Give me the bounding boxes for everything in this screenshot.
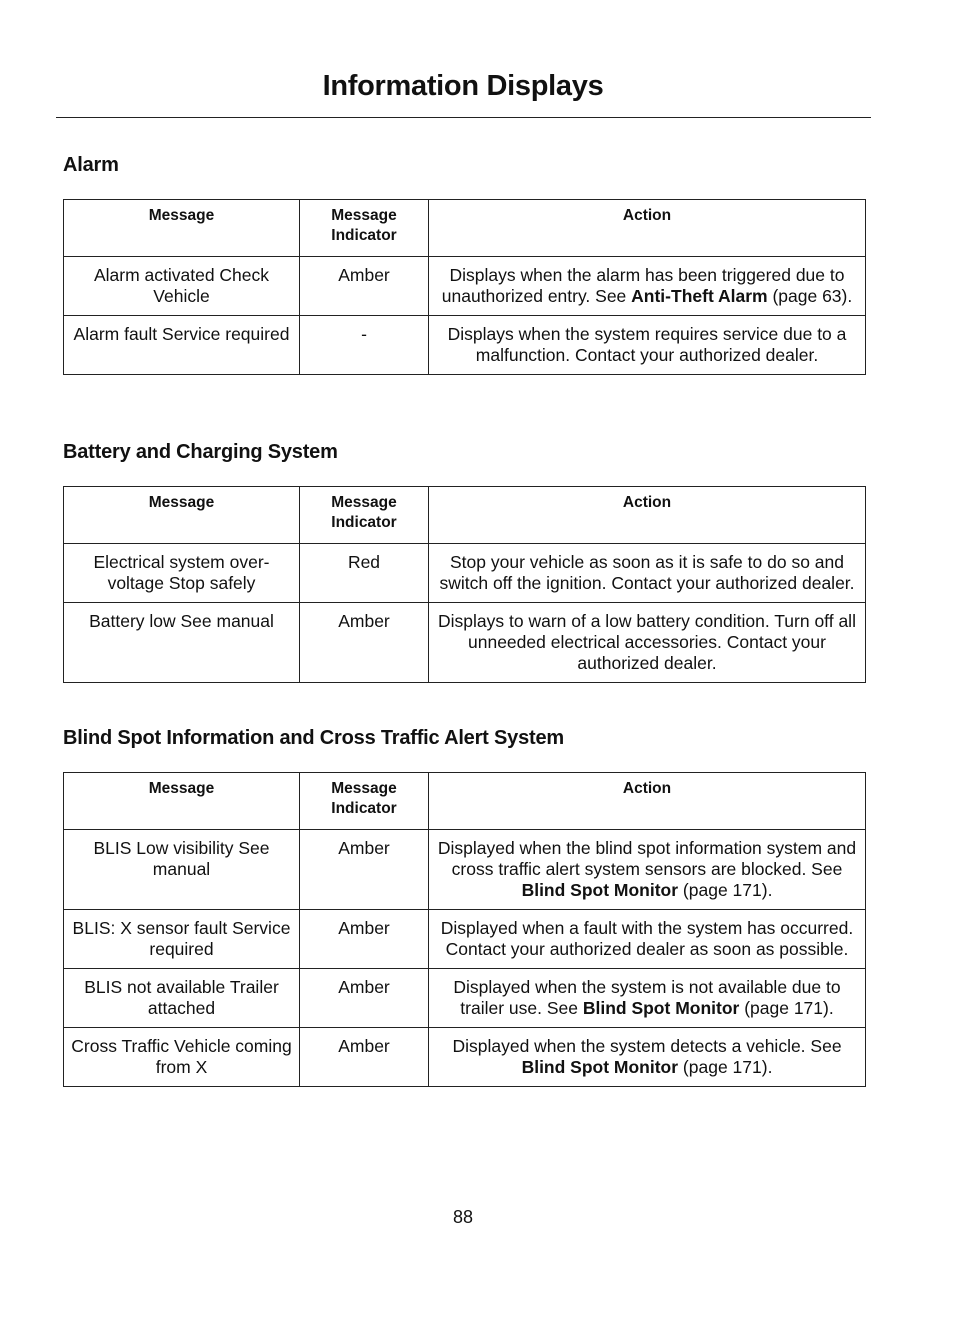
message-cell: Alarm activated Check Vehicle	[64, 257, 300, 316]
battery-table	[63, 486, 866, 683]
action-cell	[429, 544, 866, 603]
column-header-indicator: Message Indicator	[300, 200, 429, 257]
action-cell	[429, 603, 866, 683]
action-cell	[429, 1028, 866, 1087]
action-text: Displayed when the system is not available due to trailer use. See	[453, 977, 841, 1018]
cross-reference-link[interactable]: Blind Spot Monitor	[582, 998, 740, 1018]
table-row	[64, 544, 866, 603]
action-cell	[429, 830, 866, 910]
column-header-message: Message	[64, 487, 300, 544]
indicator-cell: Amber	[300, 257, 429, 316]
action-text: Displays to warn of a low battery condition. Turn off all unneeded electrical accessories. Contact your authorized dealer.	[438, 611, 856, 673]
column-header-action: Action	[429, 487, 866, 544]
action-text: Displayed when a fault with the system has occurred. Contact your authorized dealer as soon as possible.	[440, 918, 854, 959]
action-text: Displays when the system requires service due to a malfunction. Contact your authorized dealer.	[447, 324, 847, 365]
table-row	[64, 969, 866, 1028]
table-row	[64, 316, 866, 375]
table-row	[64, 830, 866, 910]
message-cell: Cross Traffic Vehicle coming from X	[64, 1028, 300, 1087]
table-row	[64, 1028, 866, 1087]
cross-reference-link[interactable]: Blind Spot Monitor	[521, 880, 679, 900]
section-heading-alarm: Alarm	[63, 154, 119, 176]
cross-reference-link[interactable]: Blind Spot Monitor	[521, 1057, 679, 1077]
column-header-action: Action	[429, 773, 866, 830]
action-cell	[429, 969, 866, 1028]
message-cell: Alarm fault Service required	[64, 316, 300, 375]
table-header-row	[64, 487, 866, 544]
action-text: Displays when the alarm has been triggered due to unauthorized entry. See	[441, 265, 845, 306]
column-header-message: Message	[64, 773, 300, 830]
table-row	[64, 603, 866, 683]
action-text: Stop your vehicle as soon as it is safe to do so and switch off the ignition. Contact your authorized dealer.	[439, 552, 855, 593]
page-title: Information Displays	[322, 70, 604, 102]
indicator-cell: Red	[300, 544, 429, 603]
action-cell	[429, 910, 866, 969]
cross-reference-link[interactable]: Anti-Theft Alarm	[631, 286, 768, 306]
page-number: 88	[452, 1207, 474, 1227]
action-page-ref: (page 63).	[767, 286, 853, 306]
action-page-ref: (page 171).	[739, 998, 834, 1018]
table-header-row	[64, 773, 866, 830]
table-row	[64, 910, 866, 969]
indicator-cell: Amber	[300, 910, 429, 969]
action-cell	[429, 316, 866, 375]
action-page-ref: (page 171).	[678, 1057, 773, 1077]
indicator-cell: Amber	[300, 603, 429, 683]
action-text: Displayed when the blind spot information system and cross traffic alert system sensors are blocked. See	[437, 838, 857, 879]
indicator-cell: Amber	[300, 1028, 429, 1087]
blind-spot-table	[63, 772, 866, 1087]
section-heading-blind-spot: Blind Spot Information and Cross Traffic Alert System	[63, 727, 564, 749]
message-cell: Battery low See manual	[64, 603, 300, 683]
indicator-cell: -	[300, 316, 429, 375]
column-header-indicator: Message Indicator	[300, 773, 429, 830]
message-cell: BLIS not available Trailer attached	[64, 969, 300, 1028]
action-page-ref: (page 171).	[678, 880, 773, 900]
indicator-cell: Amber	[300, 969, 429, 1028]
column-header-action: Action	[429, 200, 866, 257]
action-text: Displayed when the system detects a vehicle. See	[452, 1036, 842, 1056]
action-cell	[429, 257, 866, 316]
alarm-table	[63, 199, 866, 375]
section-heading-battery: Battery and Charging System	[63, 441, 338, 463]
column-header-indicator: Message Indicator	[300, 487, 429, 544]
message-cell: BLIS: X sensor fault Service required	[64, 910, 300, 969]
title-divider	[56, 117, 871, 118]
table-header-row	[64, 200, 866, 257]
indicator-cell: Amber	[300, 830, 429, 910]
message-cell: BLIS Low visibility See manual	[64, 830, 300, 910]
message-cell: Electrical system over-voltage Stop safely	[64, 544, 300, 603]
column-header-message: Message	[64, 200, 300, 257]
table-row	[64, 257, 866, 316]
